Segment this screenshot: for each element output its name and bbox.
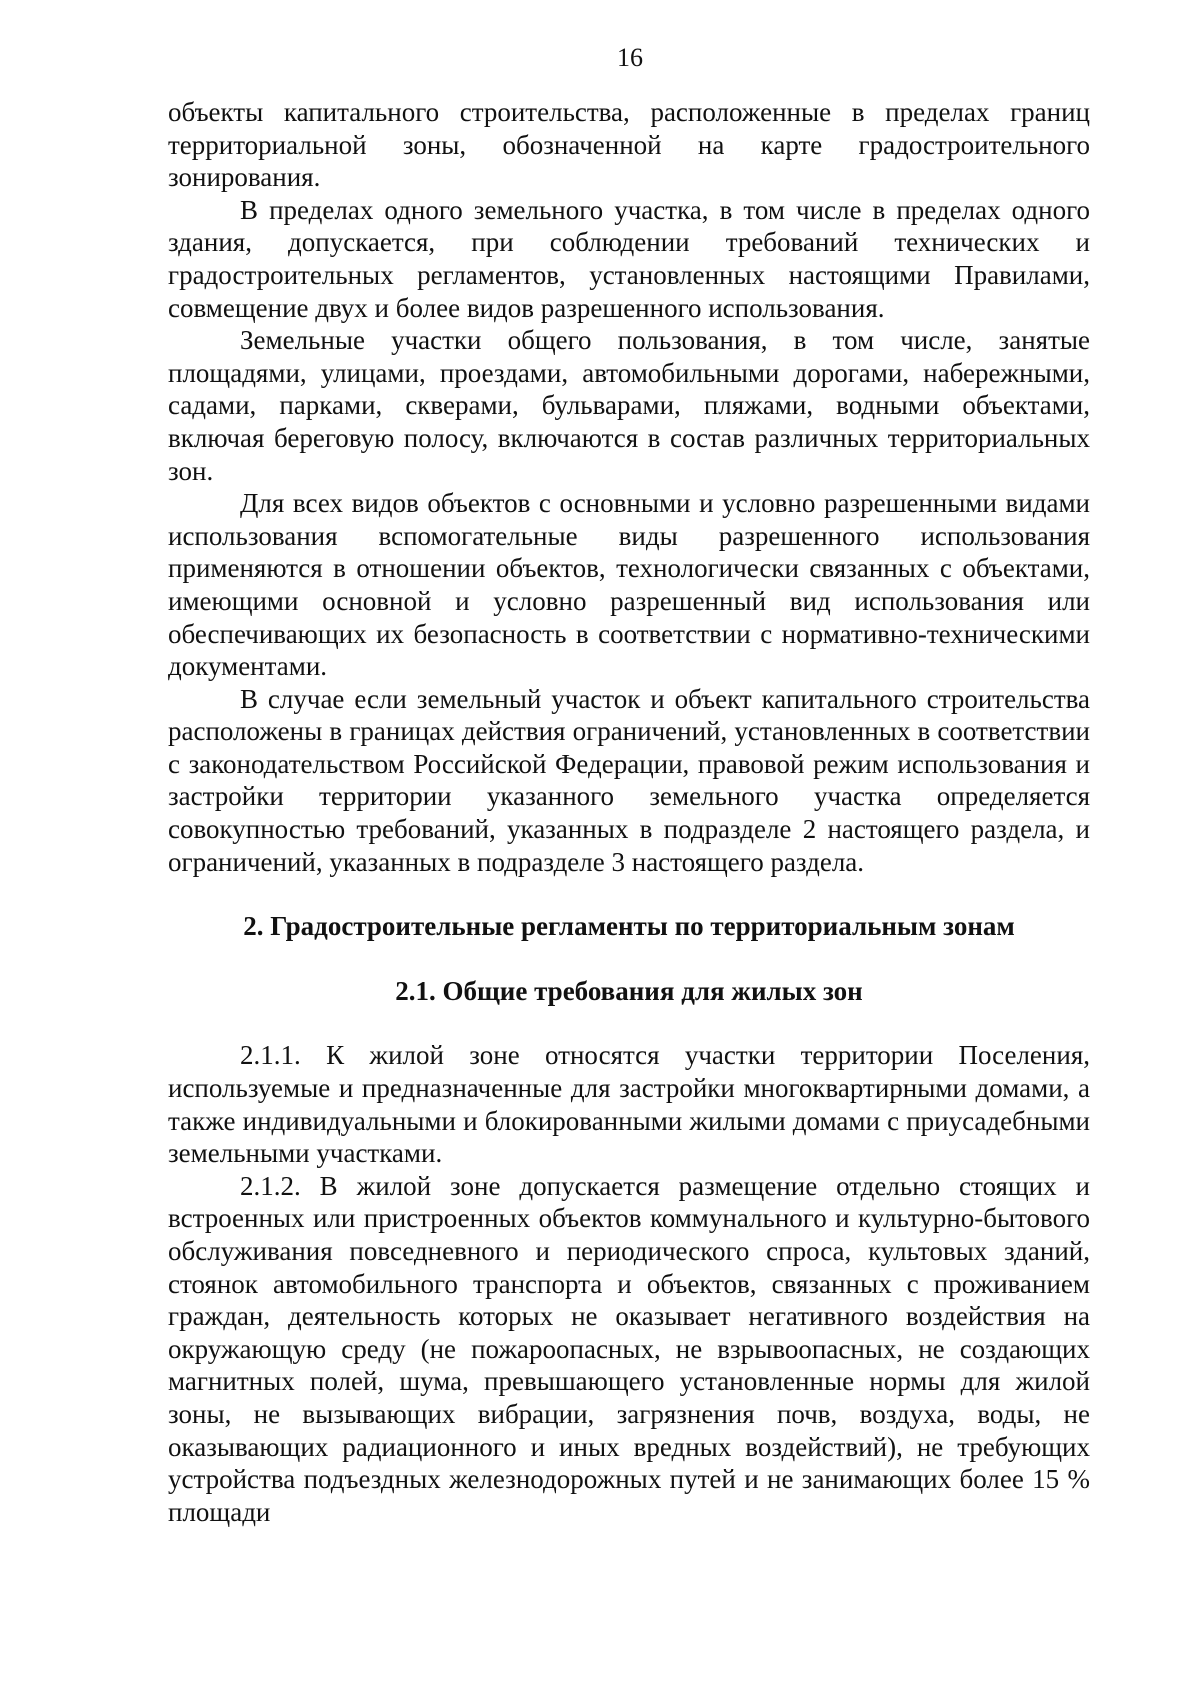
page-number: 16 xyxy=(617,43,643,72)
paragraph: объекты капитального строительства, расположенные в пределах границ территориальной зоны, обозначенной на карте градостроительного зонирования. xyxy=(168,97,1090,193)
paragraph: Для всех видов объектов с основными и условно разрешенными видами использования вспомогательные виды разрешенного использования применяются в отношении объектов, технологически связанных с объектами, имеющими основной и условно разрешенный вид использования или обеспечивающих их безопасность в соответствии с нормативно-техническими документами. xyxy=(168,488,1090,682)
subsection-heading: 2.1. Общие требования для жилых зон xyxy=(395,975,863,1006)
paragraph: В пределах одного земельного участка, в том числе в пределах одного здания, допускается, при соблюдении требований технических и градостроительных регламентов, установленных настоящими Правилами, совмещение двух и более видов разрешенного использования. xyxy=(168,194,1090,323)
paragraph: В случае если земельный участок и объект капитального строительства расположены в границах действия ограничений, установленных в соответствии с законодательством Российской Федерации, правовой режим использования и застройки территории указанного земельного участка определяется совокупностью требований, указанных в подразделе 2 настоящего раздела, и ограничений, указанных в подразделе 3 настоящего раздела. xyxy=(168,683,1090,877)
paragraph: Земельные участки общего пользования, в том числе, занятые площадями, улицами, проездами, автомобильными дорогами, набережными, садами, парками, скверами, бульварами, пляжами, водными объектами, включая береговую полосу, включаются в состав различных территориальных зон. xyxy=(168,325,1090,486)
paragraph: 2.1.2. В жилой зоне допускается размещение отдельно стоящих и встроенных или пристроенных объектов коммунального и культурно-бытового обслуживания повседневного и периодического спроса, культовых зданий, стоянок автомобильного транспорта и объектов, связанных с проживанием граждан, деятельность которых не оказывает негативного воздействия на окружающую среду (не пожароопасных, не взрывоопасных, не создающих магнитных полей, шума, превышающего установленные нормы для жилой зоны, не вызывающих вибрации, загрязнения почв, воздуха, воды, не оказывающих радиационного и иных вредных воздействий), не требующих устройства подъездных железнодорожных путей и не занимающих более 15 % площади xyxy=(168,1170,1090,1527)
section-heading: 2. Градостроительные регламенты по территориальным зонам xyxy=(243,911,1015,942)
paragraph: 2.1.1. К жилой зоне относятся участки территории Поселения, используемые и предназначенные для застройки многоквартирными домами, а также индивидуальными и блокированными жилыми домами с приусадебными земельными участками. xyxy=(168,1040,1090,1169)
document-body xyxy=(168,96,1090,1528)
